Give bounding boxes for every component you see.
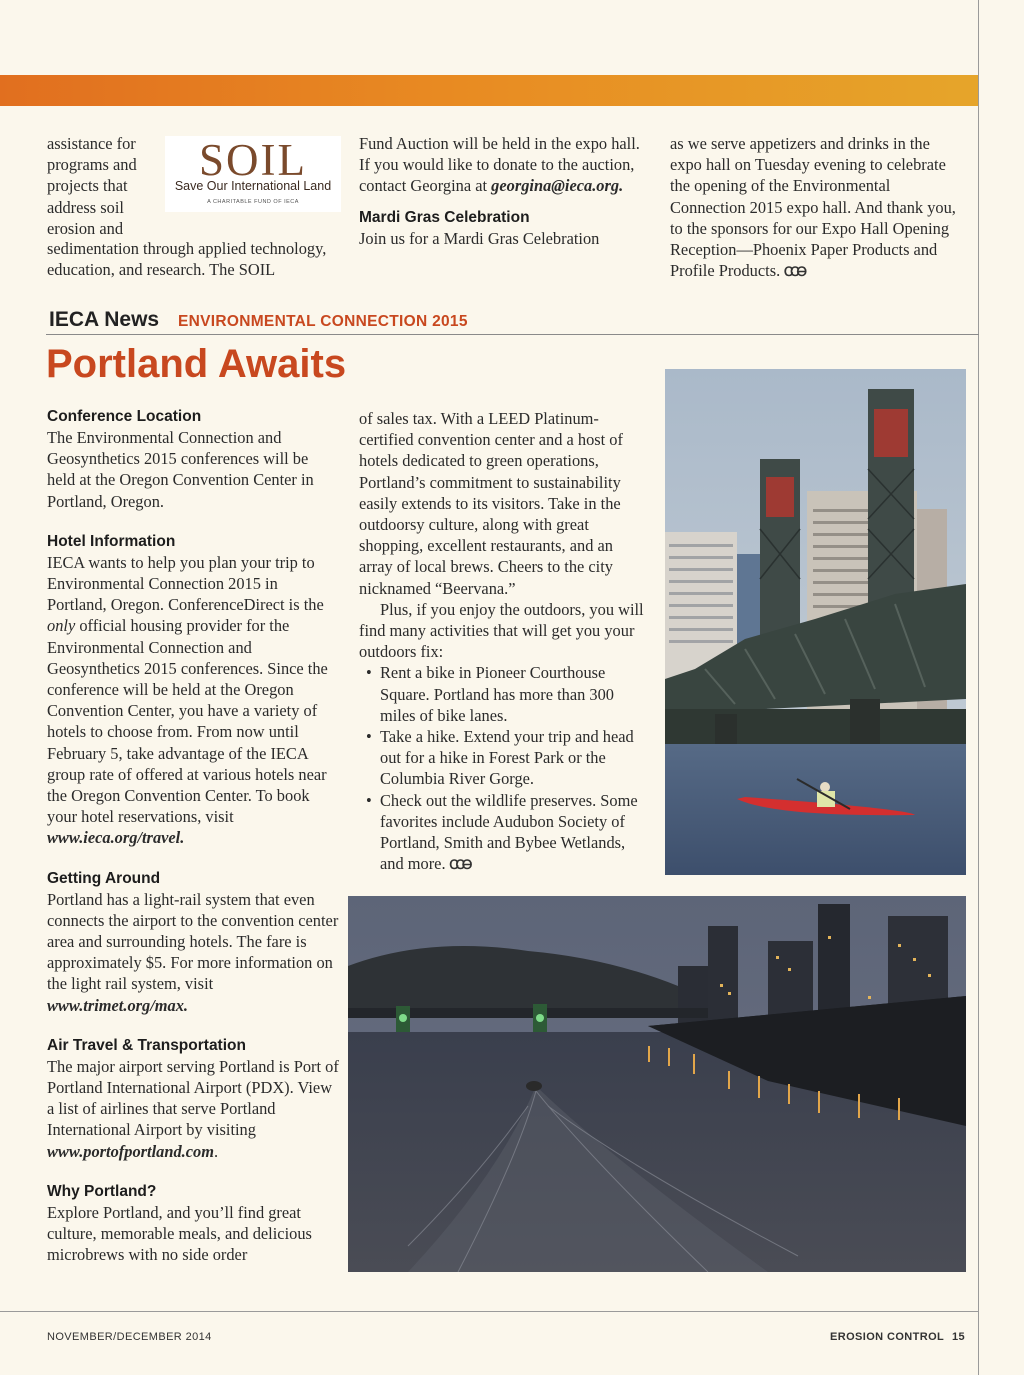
bullet-item: • Take a hike. Extend your trip and head out for a hike in Forest Park or the Columbia River Gorge. [359, 726, 649, 790]
bridge-kayak-image [665, 369, 966, 875]
top-col1-intro [47, 133, 162, 239]
bullet-item: • Rent a bike in Pioneer Courthouse Square. Portland has more than 300 miles of bike lanes. [359, 662, 649, 726]
getting-around-heading: Getting Around [47, 869, 161, 887]
conference-text: The Environmental Connection and Geosynthetics 2015 conferences will be held at the Oregon Convention Center in Portland, Oregon. [47, 428, 314, 511]
why-portland-text: Explore Portland, and you’ll find great culture, memorable meals, and delicious microbrews with no side order [47, 1202, 312, 1265]
soil-logo [165, 136, 341, 212]
soil-logo-tagline: Save Our International Land [174, 179, 332, 193]
top-col2-text: Fund Auction will be held in the expo hall. If you would like to donate to the auction, contact Georgina at [359, 134, 640, 196]
port-link[interactable]: www.portofportland.com [47, 1141, 214, 1161]
trimet-link[interactable]: www.trimet.org/max. [47, 995, 189, 1015]
end-mark-icon: ᏟᏟᎾ [784, 265, 804, 281]
top-col1-rest-text: sedimentation through applied technology, education, and research. The SOIL [47, 239, 327, 280]
soil-logo-subtitle: A CHARITABLE FUND OF IECA [207, 199, 299, 205]
footer-issue-date: NOVEMBER/DECEMBER 2014 [47, 1331, 212, 1343]
hotel-heading: Hotel Information [47, 532, 176, 550]
top-col3-text: as we serve appetizers and drinks in the expo hall on Tuesday evening to celebrate the opening of the Environmental Connection 2015 expo hall. And thank you, to the sponsors for our Expo Hall Opening Reception—Phoenix Paper Products and Profile Products. [670, 134, 956, 281]
auction-email-link[interactable]: georgina@ieca.org. [491, 176, 624, 196]
air-travel-end: . [213, 1141, 219, 1161]
mid-paragraph-1: of sales tax. With a LEED Platinum-certified convention center and a host of hotels dedicated to green operations, Portland’s commitment to sustainability easily extends to its visitors. Take in the outdoorsy culture, along with great shopping, excellent restaurants, and an array of local brews. Cheers to the city nicknamed “Beervana.” [359, 409, 623, 598]
bridge-kayak-photo [665, 369, 966, 875]
top-col3 [670, 133, 965, 283]
page-edge-rule [978, 0, 979, 1375]
footer-page-number: 15 [952, 1331, 966, 1343]
air-travel-heading: Air Travel & Transportation [47, 1036, 246, 1054]
footer-rule [0, 1311, 979, 1312]
hotel-text-a: IECA wants to help you plan your trip to Environmental Connection 2015 in Portland, Oregon. ConferenceDirect is the [47, 552, 324, 615]
mid-paragraph-2: Plus, if you enjoy the outdoors, you will find many activities that will get you your outdoors fix: [359, 599, 644, 662]
mardi-gras-heading: Mardi Gras Celebration [359, 208, 530, 226]
header-color-band [0, 75, 979, 106]
top-col1-rest [47, 238, 337, 280]
hotel-emphasis: only [47, 616, 76, 636]
end-mark-icon: ᏟᏟᎾ [449, 858, 470, 874]
article-title: Portland Awaits [46, 342, 347, 386]
section-header [46, 308, 979, 335]
top-col1-intro-text: assistance for programs and projects that address soil erosion and [47, 134, 137, 238]
article-col2 [359, 408, 649, 876]
top-col2 [359, 133, 644, 249]
river-night-photo [348, 896, 966, 1272]
soil-logo-word: SOIL [199, 135, 307, 185]
hotel-text-b: official housing provider for the Environmental Connection and Geosynthetics 2015 conferences. Since the conference will be held at the Oregon Convention Center, you have a variety of hotels to choose from. From now until February 5, take advantage of the IECA group rate of offered at various hotels near the Oregon Convention Center. To book your hotel reservations, visit [47, 616, 328, 827]
why-portland-heading: Why Portland? [47, 1182, 157, 1200]
air-travel-text: The major airport serving Portland is Port of Portland International Airport (PDX). View a list of airlines that serve Portland International Airport by visiting [47, 1056, 339, 1140]
footer-magazine-name: EROSION CONTROL [830, 1331, 945, 1343]
conference-heading: Conference Location [47, 408, 202, 425]
hotel-link[interactable]: www.ieca.org/travel. [47, 828, 185, 848]
river-night-image [348, 896, 966, 1272]
article-col1 [47, 406, 339, 1266]
section-sublabel: ENVIRONMENTAL CONNECTION 2015 [178, 313, 468, 330]
bullet-item: Check out the wildlife preserves. Some favorites include Audubon Society of Portland, Smith and Bybee Wetlands, and more. [380, 790, 638, 874]
mardi-gras-text: Join us for a Mardi Gras Celebration [359, 228, 600, 248]
getting-around-text: Portland has a light-rail system that even connects the airport to the convention center area and surrounding hotels. The fare is approximately $5. For more information on the light rail system, visit [47, 889, 339, 994]
section-label: IECA News [49, 308, 160, 331]
